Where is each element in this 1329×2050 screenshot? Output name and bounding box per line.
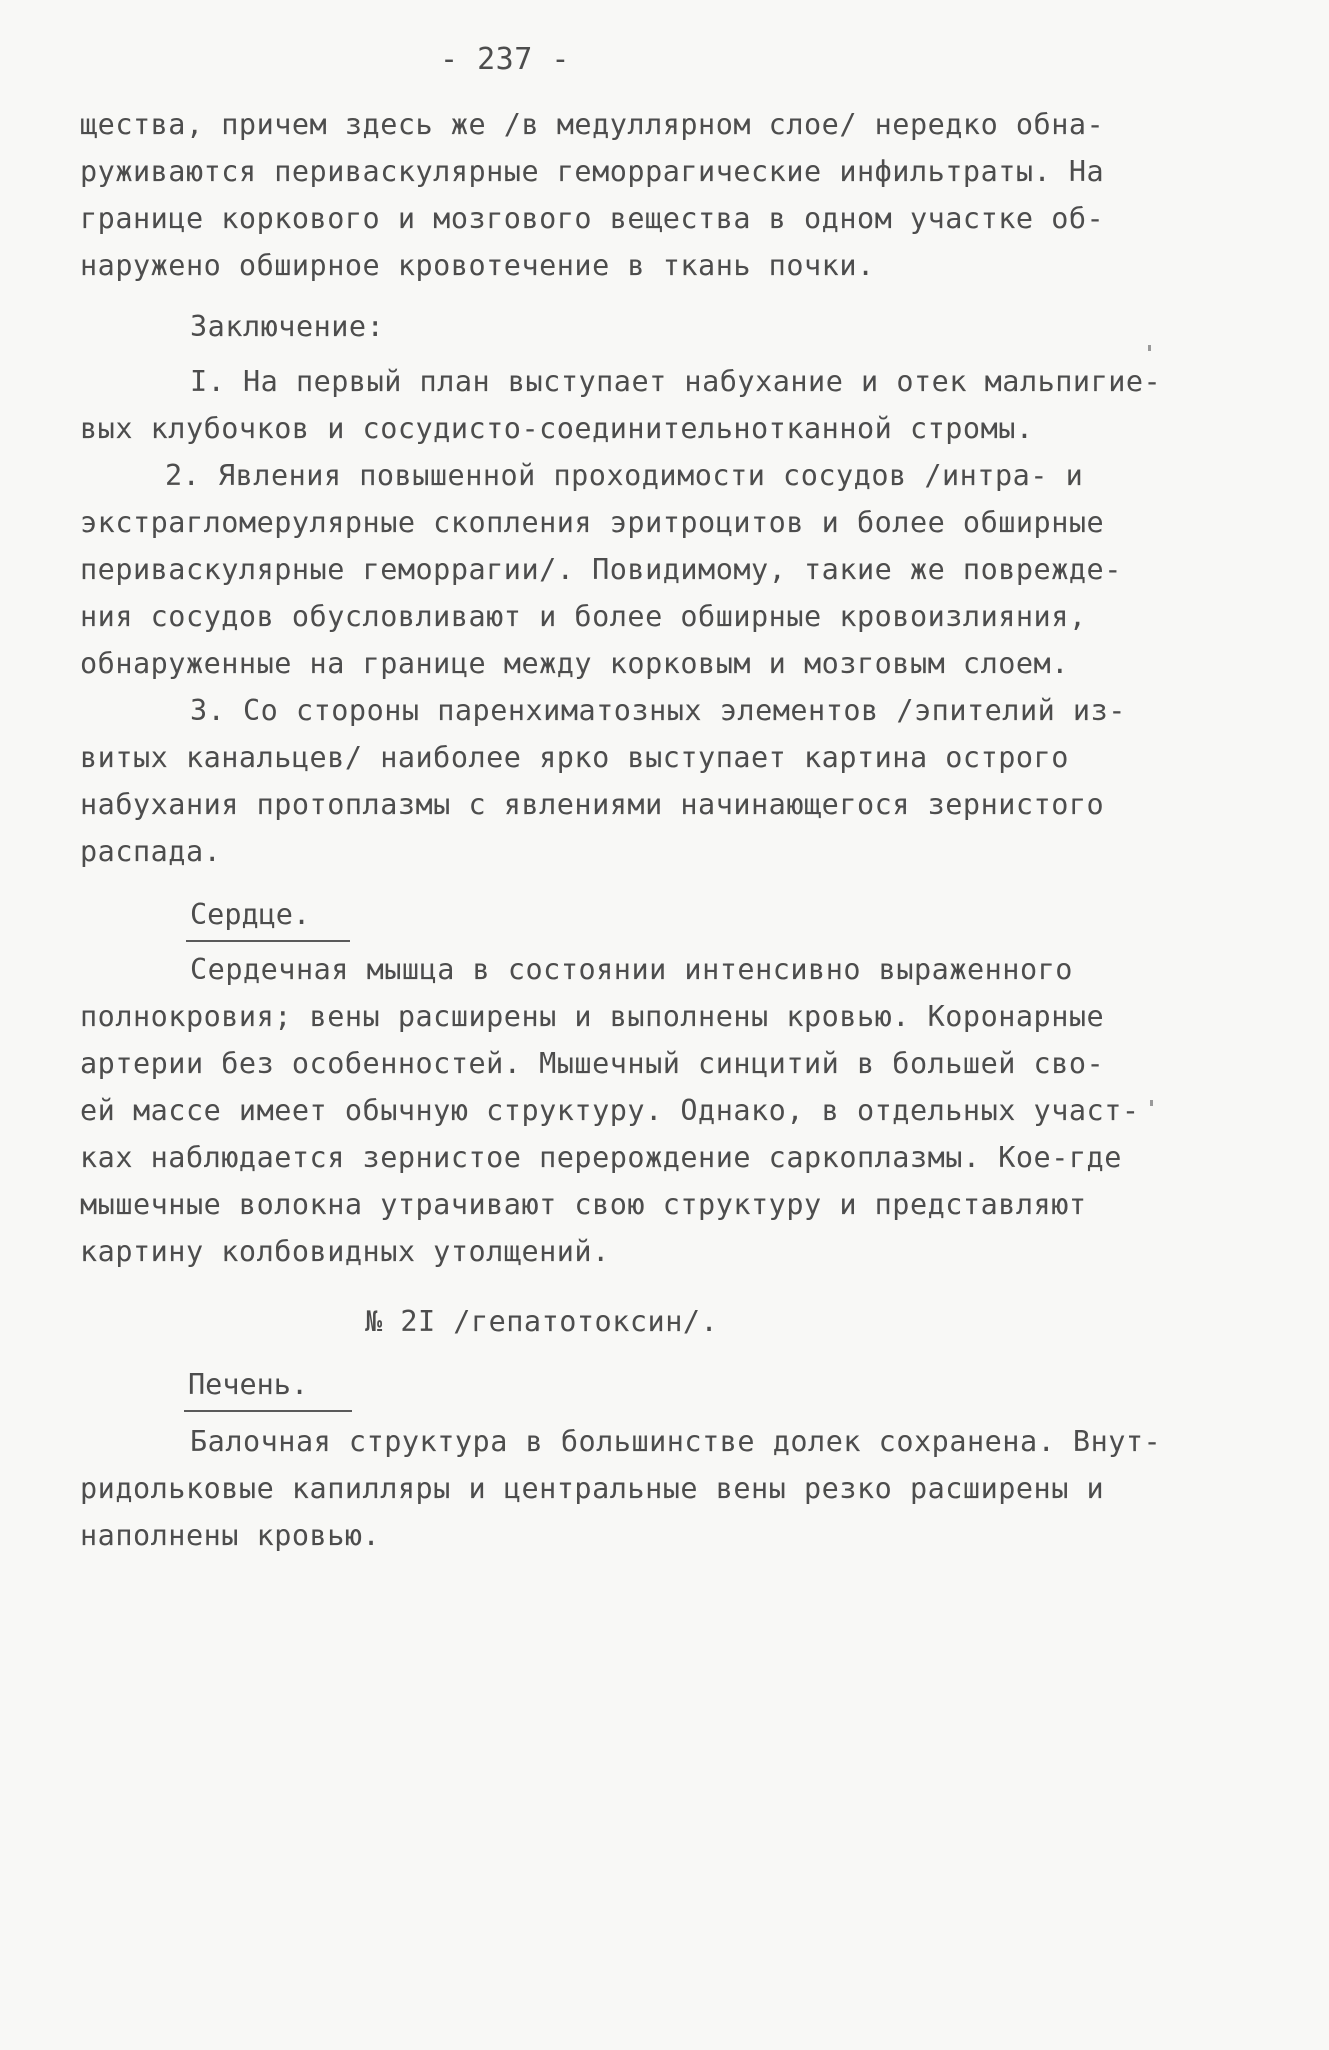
text-line: витых канальцев/ наиболее ярко выступает картина острого: [80, 741, 1069, 774]
experiment-number: № 2I /гепатотоксин/.: [365, 1305, 719, 1338]
section-heading-heart: Сердце.: [190, 898, 311, 931]
text-line: обнаруженные на границе между корковым и мозговым слоем.: [80, 647, 1069, 680]
text-line: Сердечная мышца в состоянии интенсивно выраженного: [190, 953, 1073, 986]
text-line: набухания протоплазмы с явлениями начинающегося зернистого: [80, 788, 1105, 821]
text-line: 2. Явления повышенной проходимости сосудов /интра- и: [165, 459, 1084, 492]
heading-underline: [184, 1410, 352, 1412]
text-line: 3. Со стороны паренхиматозных элементов /эпителий из-: [190, 694, 1126, 727]
heading-underline: [186, 940, 350, 942]
text-line: границе коркового и мозгового вещества в одном участке об-: [80, 202, 1105, 235]
section-heading-liver: Печень.: [188, 1368, 309, 1401]
page-number: - 237 -: [440, 42, 570, 77]
text-line: Балочная структура в большинстве долек сохранена. Внут-: [190, 1425, 1162, 1458]
scan-speck: [1148, 345, 1151, 351]
text-line: вых клубочков и сосудисто-соединительнотканной стромы.: [80, 412, 1034, 445]
text-line: мышечные волокна утрачивают свою структуру и представляют: [80, 1188, 1087, 1221]
text-line: полнокровия; вены расширены и выполнены кровью. Коронарные: [80, 1000, 1105, 1033]
text-line: ния сосудов обусловливают и более обширные кровоизлияния,: [80, 600, 1087, 633]
text-line: ей массе имеет обычную структуру. Однако, в отдельных участ-: [80, 1094, 1140, 1127]
text-line: экстрагломерулярные скопления эритроцитов и более обширные: [80, 506, 1105, 539]
text-line: наружено обширное кровотечение в ткань почки.: [80, 249, 875, 282]
text-line: распада.: [80, 835, 222, 868]
text-line: ридольковые капилляры и центральные вены резко расширены и: [80, 1472, 1105, 1505]
section-heading-conclusion: Заключение:: [190, 310, 385, 343]
scan-speck: [1150, 1100, 1153, 1106]
text-line: артерии без особенностей. Мышечный синцитий в большей сво-: [80, 1047, 1105, 1080]
text-line: ках наблюдается зернистое перерождение саркоплазмы. Кое-где: [80, 1141, 1122, 1174]
text-line: картину колбовидных утолщений.: [80, 1235, 610, 1268]
text-line: периваскулярные геморрагии/. Повидимому, такие же поврежде-: [80, 553, 1122, 586]
text-line: наполнены кровью.: [80, 1519, 381, 1552]
text-line: I. На первый план выступает набухание и отек мальпигие-: [190, 365, 1162, 398]
text-line: руживаются периваскулярные геморрагические инфильтраты. На: [80, 155, 1105, 188]
text-line: щества, причем здесь же /в медуллярном слое/ нередко обна-: [80, 108, 1105, 141]
